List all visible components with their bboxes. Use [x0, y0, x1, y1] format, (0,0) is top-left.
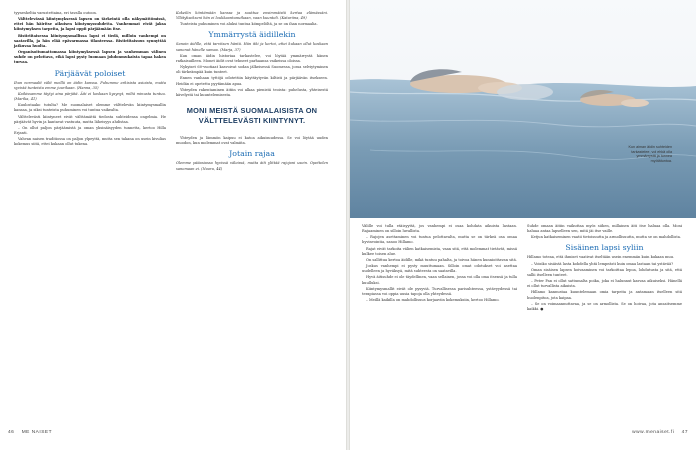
paragraph: tyynesheltia varustettaina, eri tavalla outoon. [14, 11, 97, 15]
paragraph-text: Organisoitumattomassa kiintymyksessä lapsen ja vanhemman välinen suhde on pelottava, eikä lapsi pysty luomaan johdonmukaista tapaa hakea turvaa. [14, 50, 166, 65]
paragraph: Kun oman äidin historiaa tarkastelee, voi löytää ymmärrystä hänen ratkaisuilleen. Monet äidit ovat tehneet parhaansa vaikeissa oloissa. [176, 53, 328, 63]
paragraph: Joskus vanhempi ei pysty muuttumaan. Silloin omat odotukset voi asettaa uudelleen ja hyväksyä, mitä suhteesta on saatavilla. [362, 264, 517, 274]
paragraph: Hillamo kannustaa kuuntelemaan omia tarpeita ja antamaan itselleen sitä huolenpitoa, jota kaipaa. [527, 290, 682, 300]
page-number: 46 [8, 430, 15, 435]
paragraph [14, 17, 166, 32]
splash-1 [497, 84, 553, 100]
subheading: Jotain rajaa [229, 149, 275, 159]
paragraph: Oman sisäisen lapsen hoivaaminen voi tarkoittaa lepoa, lohdutusta ja sitä, että sallii itselleen tunteet. [527, 267, 682, 277]
quote [176, 11, 328, 21]
right-column-1 [362, 224, 517, 304]
quote-text: Sanoin äidille, että tarvitsen häntä. Hän itki ja kertoi, ettei kukaan ollut koskaan sanonut hänelle samaa. (Marja, 37) [176, 42, 328, 52]
paragraph: Yhteyden ja lämmön kaipuu ei katoa aikuisuudessa. Se voi löytää uuden muodon, kun molemmat ovat valmiita. [176, 136, 328, 146]
quote-text: Ihan normaalit välit meillä on äidin kanssa. Puhumme arkisista asioista, mutta syvistä tunteista emme juurikaan. (Hanna, 35) [14, 80, 166, 90]
paragraph [14, 50, 166, 65]
magazine-name: ME NAISET [21, 430, 53, 435]
paragraph: Nykyiset 60-vuotiaat kasvoivat sodan jälkeisessä Suomessa, jossa selviytyminen oli tärkeämpää kuin tunteet. [176, 65, 328, 75]
paragraph: Välille voi tulla etäisyyttä, jos vanhempi ei osaa kohdata aikuista lastaan. Rajaaminen on silloin luvallista. [362, 224, 517, 234]
paragraph-text: Välttelevässä kiintymyksessä lapsen on tärkeintä olla näkymättömissä, ettei hän häiritse aikuisen kiintymyssuhdetta. Vanhemmat eivät jaksa kiintymyksen tarpeita, ja lapsi oppii pärjäämään itse. [14, 17, 166, 32]
spa-water-photo [350, 0, 696, 218]
left-column-1 [14, 11, 166, 148]
magazine-url: www.menaiset.fi [632, 430, 675, 435]
paragraph: – Se on voimaannuttavaa, ja se on armollista. Se on hoivaa, jota ansaitsemme kaikki. ● [527, 301, 682, 311]
paragraph: Ennen vanhaan tyttöjä odotettiin käyttäytyvän kiltisti ja pärjäävän itsekseen. Heidän ei opetettu pyytämään apua. [176, 76, 328, 86]
paragraph: – Peter Pan ei ollut sattumalta poika, joka ei halunnut kasvaa aikuiseksi. Hänellä ei ollut turvallista aikuista. [527, 279, 682, 289]
chin-woman-2 [621, 99, 649, 107]
paragraph: – Rajojen asettaminen voi tuntua pelottavalta, mutta se on tärkeä osa omaa hyvinvointia, sanoo Hillamo. [362, 235, 517, 245]
paragraph: – Meillä kaikilla on mahdollisuus korjaaviin kokemuksiin, kertoo Hillamo. [366, 298, 500, 303]
left-page [0, 0, 346, 450]
paragraph: On sallittua kertoa äidille, mikä tuntuu pahalta, ja toivoa hänen kunnioittavan sitä. [366, 257, 517, 262]
paragraph: Kiintymysmallit eivät ole pysyviä. Turvallisessa parisuhteessa, ystävyydessä tai terapiassa voi oppia uusia tapoja olla yhteydessä. [362, 286, 517, 296]
paragraph: Vahvan naisen traditiossa on paljon ylpeyttä, mutta sen takana on usein kivulias kokemus siitä, ettei kukaan ollut tukena. [14, 137, 166, 147]
paragraph: Hyvä äitisuhde ei ole täydellinen, vaan sellainen, jossa voi olla oma itsensä ja tulla kuulluksi. [362, 275, 517, 285]
paragraph: Suhde omaan äitiin vaikuttaa myös siihen, millainen äiti itse haluaa olla. Moni haluaa antaa lapselleen sen, mitä jäi itse vaille. [527, 224, 682, 234]
paragraph [14, 34, 166, 49]
quote [176, 42, 328, 52]
page-number: 47 [681, 430, 688, 435]
right-page [350, 0, 696, 450]
subheading: Sisäinen lapsi syliin [565, 243, 644, 253]
paragraph: Hillamo toteaa, että ihmiset vaativat itseltään usein enemmän kuin kukaan muu. [527, 255, 675, 260]
pull-quote: MONI MEISTÄ SUOMALAISISTA ON VÄLTTELEVÄSTI KIINTYNYT. [186, 106, 318, 126]
subheading: Ymmärrystä äidillekin [208, 30, 296, 40]
paragraph: Välttelevästi kiintyneet eivät välttämättä tiedosta suhteidensa ongelmia. He pärjäävät hyvin ja kantavat vastuuta, mutta läheisyys ahdistaa. [14, 114, 166, 124]
subheading: Pärjäävät poloiset [54, 68, 126, 78]
photo-caption: Kun aiman äidin suhteiden tarkastelee, vol ehkä olla ymmärrystä ja tunnea myötätuntoa. [628, 145, 672, 163]
paragraph: Kuulostaako tutulta? Me suomalaiset olemme välttelevän kiintymysmallin kansaa, ja siksi tunteista puhuminen voi tuntua vaikealta. [14, 103, 166, 113]
quote-text: Olemme pääasiassa hyvissä väleissä, mutta äiti ylittää rajojani usein. Opettelen sanomaan ei. (Noora, 44) [176, 161, 328, 171]
right-column-2 [527, 224, 682, 313]
paragraph-text: Ristiriitaisessa kiintymysmallissa lapsi ei tiedä, milloin vanhempi on saatavilla, ja hän elää epävarmassa tilanteessa. Ristiriitaisuus synnyttää jatkuvaa huolta. [14, 33, 166, 48]
quote [176, 161, 328, 171]
folio-right [632, 430, 688, 435]
quote-text: Kaikissamme täytyi aina pärjätä. Äiti ei koskaan kysynyt, miltä minusta tuntuu. (Marika, 41) [14, 91, 166, 102]
quote [14, 81, 166, 91]
paragraph: Ketjun katkaiseminen vaatii tietoisuutta ja armollisuutta, mutta se on mahdollista. [531, 235, 682, 240]
paragraph: – Voisiko sisäistä lasta kohdella yhtä lempeästi kuin omaa lastaan tai ystävää? [531, 261, 674, 266]
folio-left [8, 430, 52, 435]
paragraph: Yhteyden rakentaminen äitiin voi alkaa pienistä teoista: puhelusta, yhteisestä kävelystä tai kuuntelemisesta. [176, 87, 328, 97]
quote-text: Kokeilin kiintämään kanssa ja suuttua ensimmäistä kertaa elämässäni. Yllätyksekseni hän ei loukkaantunutkaan, vaan kuunteli. (Katariina, 49) [176, 11, 328, 21]
paragraph: Rajat eivät tarkoita välien katkaisemista, vaan sitä, että molemmat tietävät, missä kulkee toisen alue. [362, 246, 517, 256]
quote [14, 92, 166, 102]
paragraph: Tunteista puhuminen voi aluksi tuntua kömpelöltä, ja se on ihan normaalia. [180, 22, 318, 27]
paragraph: – On ollut paljon pärjäämistä ja oman yksinäisyyden tunnetta, kertoo Hilla Erjanti. [14, 125, 166, 135]
left-column-2 [176, 11, 328, 173]
